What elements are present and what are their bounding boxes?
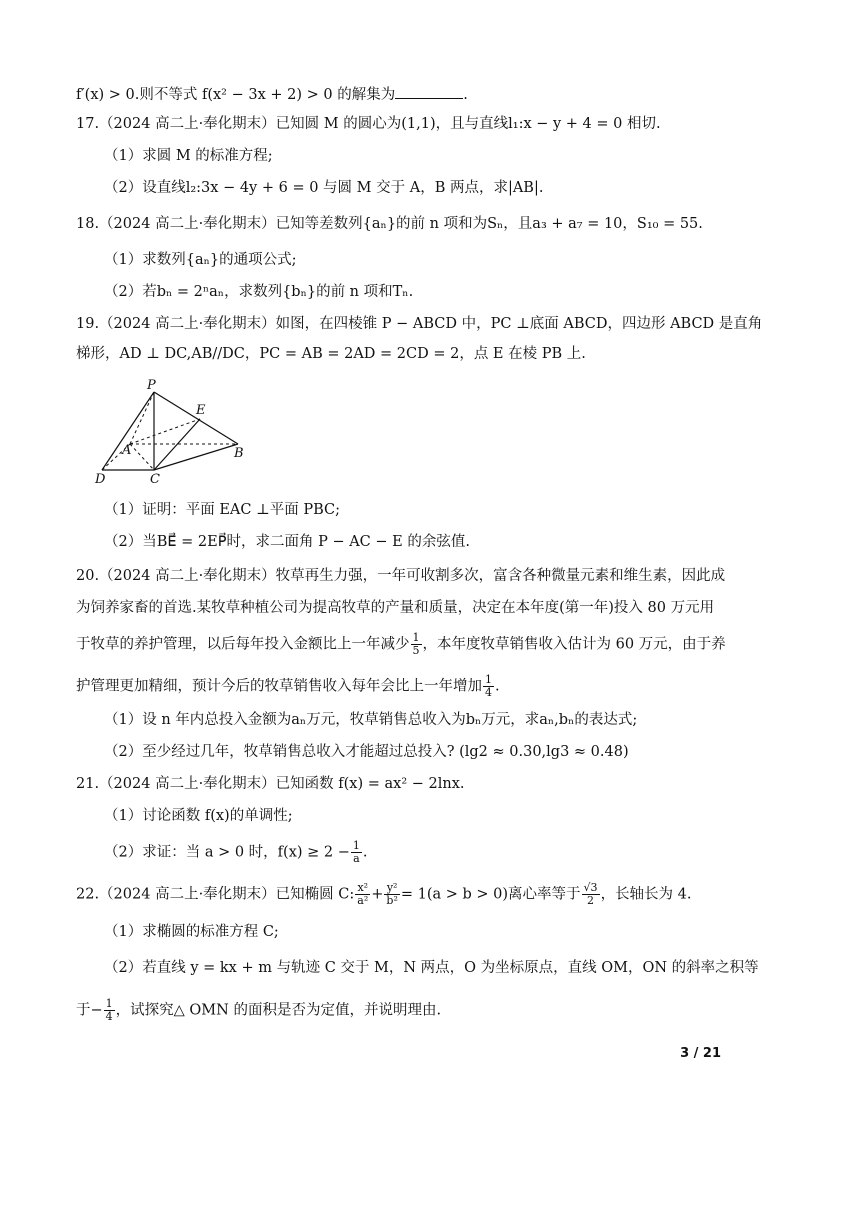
problem-22-part-2: （2）若直线 y = kx + m 与轨迹 C 交于 M，N 两点，O 为坐标原点，直线 OM，ON 的斜率之积等 — [104, 960, 759, 976]
problem-20-stem-3 — [76, 632, 726, 657]
denominator: 4 — [485, 686, 492, 699]
problem-20-part-1: （1）设 n 年内总投入金额为aₙ万元，牧草销售总收入为bₙ万元，求aₙ,bₙ的表达式; — [104, 712, 638, 728]
problem-22-part-2-cont — [76, 998, 441, 1023]
problem-19-stem-cont: 梯形，AD ⊥ DC,AB//DC，PC = AB = 2AD = 2CD = 2，点 E 在棱 PB 上. — [76, 346, 586, 362]
denominator: 5 — [412, 644, 420, 657]
fraction-one-fifth — [411, 632, 422, 657]
text-segment: ，试探究△ OMN 的面积是否为定值，并说明理由. — [115, 1002, 442, 1019]
problem-16-end — [76, 84, 468, 105]
denominator: a² — [357, 894, 369, 907]
fraction-sqrt3-over-2 — [582, 882, 600, 907]
text-segment: ，本年度牧草销售收入估计为 60 万元，由于养 — [422, 636, 726, 653]
problem-19-part-2: （2）当BE⃗ = 2EP⃗时，求二面角 P − AC − E 的余弦值. — [104, 534, 470, 550]
text-segment: （2）求证：当 a > 0 时，f(x) ≥ 2 − — [104, 844, 350, 861]
label-P: P — [147, 378, 156, 393]
numerator: 1 — [485, 673, 492, 686]
numerator: x² — [355, 882, 370, 895]
label-D: D — [95, 472, 106, 486]
problem-18-stem: 18.（2024 高二上·奉化期末）已知等差数列{aₙ}的前 n 项和为Sₙ，且a₃ + a₇ = 10，S₁₀ = 55. — [76, 216, 703, 232]
problem-20-stem-2: 为饲养家畜的首选.某牧草种植公司为提高牧草的产量和质量，决定在本年度(第一年)投入 80 万元用 — [76, 600, 715, 616]
problem-17-part-2: （2）设直线l₂:3x − 4y + 6 = 0 与圆 M 交于 A，B 两点，求|AB|. — [104, 180, 544, 196]
numerator: √3 — [583, 881, 598, 894]
problem-20-part-2: （2）至少经过几年，牧草销售总收入才能超过总投入? (lg2 ≈ 0.30,lg3 ≈ 0.48) — [104, 744, 629, 760]
problem-19-stem: 19.（2024 高二上·奉化期末）如图，在四棱锥 P − ABCD 中，PC ⊥底面 ABCD，四边形 ABCD 是直角 — [76, 316, 763, 332]
numerator: 1 — [105, 997, 113, 1010]
numerator: 1 — [412, 631, 420, 644]
denominator: 4 — [105, 1010, 113, 1023]
fraction-one-fourth — [483, 674, 494, 699]
problem-20-stem: 20.（2024 高二上·奉化期末）牧草再生力强，一年可收割多次，富含各种微量元素和维生素，因此成 — [76, 568, 726, 584]
page-number: 3 / 21 — [680, 1046, 721, 1061]
answer-blank — [395, 84, 463, 99]
problem-17-stem: 17.（2024 高二上·奉化期末）已知圆 M 的圆心为(1,1)，且与直线l₁:x − y + 4 = 0 相切. — [76, 116, 661, 132]
problem-21-part-2 — [104, 840, 368, 865]
problem-21-part-1: （1）讨论函数 f(x)的单调性; — [104, 808, 293, 824]
text-segment: = 1(a > b > 0)离心率等于 — [400, 886, 581, 903]
fraction-one-fourth — [104, 998, 115, 1023]
problem-17-part-1: （1）求圆 M 的标准方程; — [104, 148, 273, 164]
fraction-y2-b2 — [384, 882, 399, 907]
label-A: A — [122, 443, 132, 458]
denominator: a — [353, 852, 360, 865]
plus-sign: + — [371, 886, 384, 903]
numerator: y² — [384, 882, 399, 895]
label-B: B — [234, 446, 244, 461]
text-segment: ，长轴长为 4. — [600, 886, 692, 903]
text-segment: . — [362, 844, 368, 861]
problem-21-stem: 21.（2024 高二上·奉化期末）已知函数 f(x) = ax² − 2lnx. — [76, 776, 465, 792]
text-segment: . — [495, 678, 500, 695]
numerator: 1 — [352, 839, 360, 852]
denominator: b² — [386, 894, 398, 907]
label-E: E — [196, 403, 206, 418]
problem-18-part-1: （1）求数列{aₙ}的通项公式; — [104, 252, 297, 268]
problem-19-part-1: （1）证明：平面 EAC ⊥平面 PBC; — [104, 502, 340, 518]
fraction-one-over-a — [351, 840, 362, 865]
text-segment: 于− — [76, 1002, 103, 1019]
problem-18-part-2: （2）若bₙ = 2ⁿaₙ，求数列{bₙ}的前 n 项和Tₙ. — [104, 284, 414, 300]
problem-22-part-1: （1）求椭圆的标准方程 C; — [104, 924, 279, 940]
label-C: C — [150, 472, 160, 486]
text-segment: 护管理更加精细，预计今后的牧草销售收入每年会比上一年增加 — [76, 678, 482, 695]
problem-20-stem-4 — [76, 674, 500, 699]
text-segment: 于牧草的养护管理，以后每年投入金额比上一年减少 — [76, 636, 410, 653]
problem-16-text: f′(x) > 0.则不等式 f(x² − 3x + 2) > 0 的解集为 — [76, 87, 396, 103]
text-segment: 22.（2024 高二上·奉化期末）已知椭圆 C: — [76, 886, 355, 903]
denominator: 2 — [587, 894, 595, 907]
problem-22-stem — [76, 882, 692, 907]
fraction-x2-a2 — [355, 882, 370, 907]
pyramid-figure — [92, 374, 252, 486]
problem-16-period: . — [463, 87, 468, 103]
